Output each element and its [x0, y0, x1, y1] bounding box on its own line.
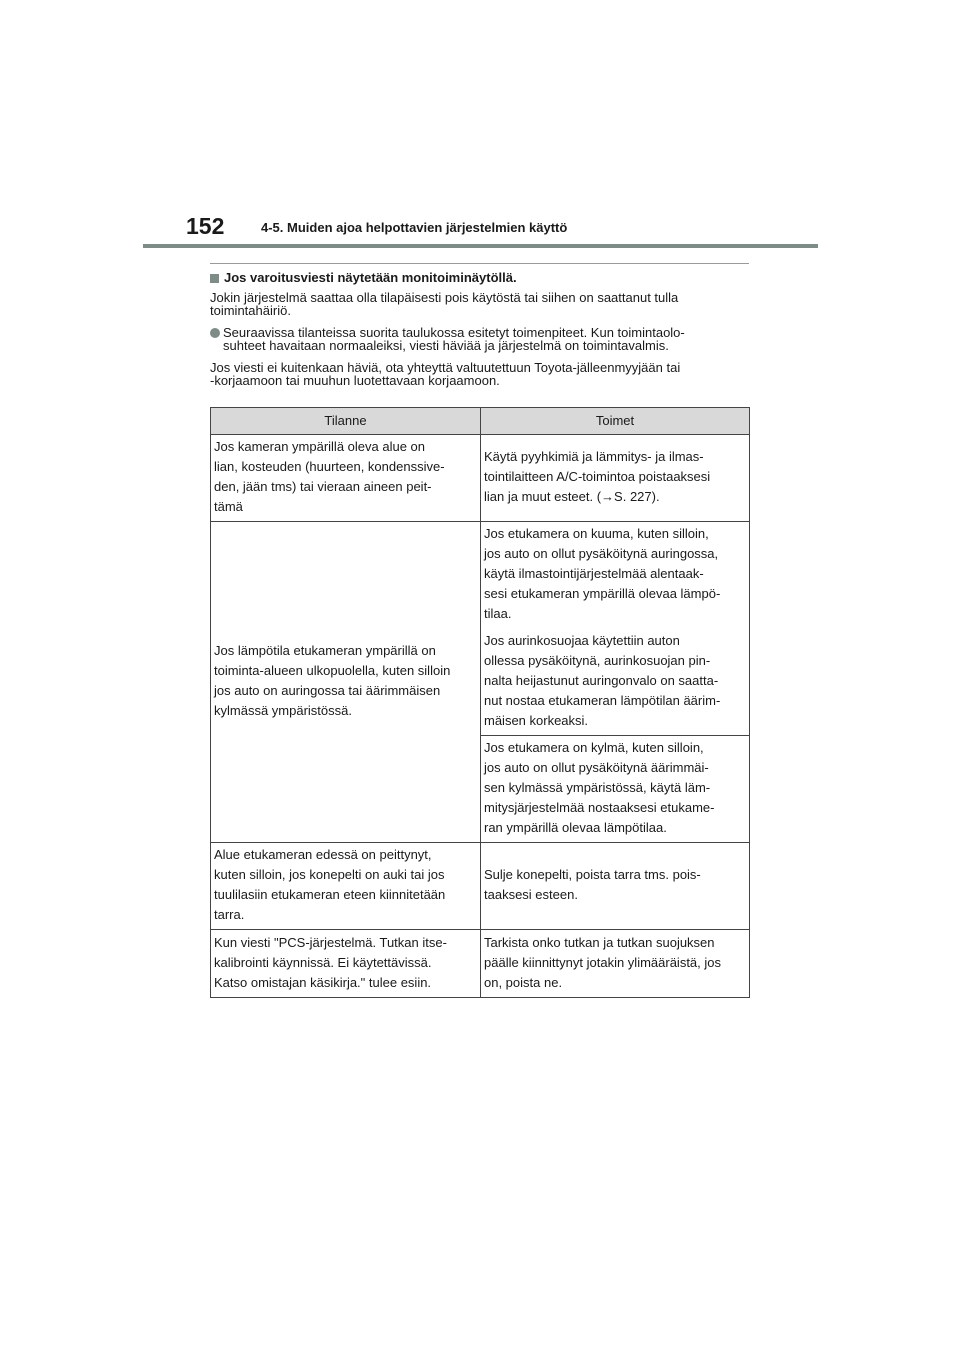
text-line: Sulje konepelti, poista tarra tms. pois-	[484, 867, 701, 882]
text-line: suhteet havaitaan normaaleiksi, viesti häviää ja järjestelmä on toimintavalmis.	[223, 338, 669, 353]
text-line: tarra.	[214, 907, 245, 922]
situation-cell	[211, 435, 481, 522]
contact-paragraph	[210, 361, 750, 387]
action-cell	[481, 843, 750, 930]
situation-cell	[211, 843, 481, 930]
text-line: Kun viesti "PCS-järjestelmä. Tutkan itse-	[214, 934, 447, 950]
paragraph-gap	[484, 624, 746, 631]
text-line: toimintahäiriö.	[210, 303, 291, 318]
situation-cell	[211, 930, 481, 998]
text-line: nalta heijastunut auringonvalo on saatta-	[484, 673, 719, 688]
text-line: Jos viesti ei kuitenkaan häviä, ota yhteyttä valtuutettuun Toyota-jälleenmyyjään tai	[210, 360, 681, 375]
situation-cell	[211, 522, 481, 843]
text-line: tuulilasiin etukameran eteen kiinnitetään	[214, 887, 446, 902]
text-line: mitysjärjestelmää nostaaksesi etukame-	[484, 800, 715, 815]
text-line: Käytä pyyhkimiä ja lämmitys- ja ilmas-	[484, 449, 704, 464]
bullet-paragraph	[210, 326, 750, 352]
warning-section	[210, 270, 750, 387]
text-line: kylmässä ympäristössä.	[214, 703, 352, 718]
action-cell	[481, 435, 750, 522]
text-line: käytä ilmastointijärjestelmää alentaak-	[484, 566, 704, 581]
text-line: Jos kameran ympärillä oleva alue on	[214, 439, 425, 454]
header-situation: Tilanne	[211, 408, 481, 435]
text-line: tointilaitteen A/C-toimintoa poistaaksesi	[484, 469, 711, 484]
intro-paragraph	[210, 291, 750, 317]
section-rule	[210, 263, 749, 264]
text-line: mäisen korkeaksi.	[484, 713, 589, 728]
section-title	[210, 270, 750, 286]
text-line: on, poista ne.	[484, 974, 563, 990]
text-line: ran ympärillä olevaa lämpötilaa.	[484, 820, 667, 835]
table-header-row	[211, 408, 750, 435]
round-bullet-icon	[210, 328, 220, 338]
text-line: jos auto on ollut pysäköitynä äärimmäi-	[484, 760, 709, 775]
square-bullet-icon	[210, 274, 219, 283]
text-line: kalibrointi käynnissä. Ei käytettävissä.	[214, 954, 432, 970]
text-line: Jokin järjestelmä saattaa olla tilapäisesti pois käytöstä tai siihen on saattanut tulla	[210, 290, 679, 305]
troubleshooting-table	[210, 407, 750, 998]
text-line: sen kylmässä ympäristössä, käytä läm-	[484, 780, 711, 795]
text-line: kuten silloin, jos konepelti on auki tai jos	[214, 867, 445, 882]
running-title: 4-5. Muiden ajoa helpottavien järjestelmien käyttö	[261, 220, 568, 235]
text-line: Jos etukamera on kuuma, kuten silloin,	[484, 526, 709, 541]
text-line: tämä	[214, 499, 243, 514]
text-line: Katso omistajan käsikirja." tulee esiin.	[214, 974, 432, 990]
text-line: jos auto on auringossa tai äärimmäisen	[214, 683, 441, 698]
text-line: päälle kiinnittynyt jotakin ylimääräistä, jos	[484, 954, 721, 970]
text-line: jos auto on ollut pysäköitynä auringossa,	[484, 546, 719, 561]
text-line: Jos aurinkosuojaa käytettiin auton	[484, 633, 680, 648]
text-line: nut nostaa etukameran lämpötilan äärim-	[484, 693, 721, 708]
text-line: Jos etukamera on kylmä, kuten silloin,	[484, 740, 704, 755]
text-line: sesi etukameran ympärillä olevaa lämpö-	[484, 586, 721, 601]
table-row	[211, 435, 750, 522]
header-actions: Toimet	[481, 408, 750, 435]
page-number: 152	[186, 213, 225, 239]
text-line: taaksesi esteen.	[484, 887, 578, 902]
text-line: ollessa pysäköitynä, aurinkosuojan pin-	[484, 653, 711, 668]
text-line: lian, kosteuden (huurteen, kondenssive-	[214, 459, 445, 474]
text-line: Tarkista onko tutkan ja tutkan suojuksen	[484, 934, 715, 950]
table-row	[211, 843, 750, 930]
text-line: -korjaamoon tai muuhun luotettavaan korjaamoon.	[210, 373, 500, 388]
action-cell	[481, 522, 750, 736]
text-line: tilaa.	[484, 606, 512, 621]
header-rule	[143, 244, 818, 248]
text-line: Jos lämpötila etukameran ympärillä on	[214, 643, 436, 658]
text-line: Alue etukameran edessä on peittynyt,	[214, 847, 432, 862]
section-title-text: Jos varoitusviesti näytetään monitoiminäytöllä.	[224, 270, 517, 285]
text-line: toiminta-alueen ulkopuolella, kuten silloin	[214, 663, 451, 678]
text-line: den, jään tms) tai vieraan aineen peit-	[214, 479, 432, 494]
table-row	[211, 522, 750, 736]
action-cell	[481, 736, 750, 843]
text-line: lian ja muut esteet. (→S. 227).	[484, 489, 660, 504]
text-line: Seuraavissa tilanteissa suorita taulukossa esitetyt toimenpiteet. Kun toimintaolo-	[223, 325, 685, 340]
action-cell	[481, 930, 750, 998]
table-row	[211, 930, 750, 998]
